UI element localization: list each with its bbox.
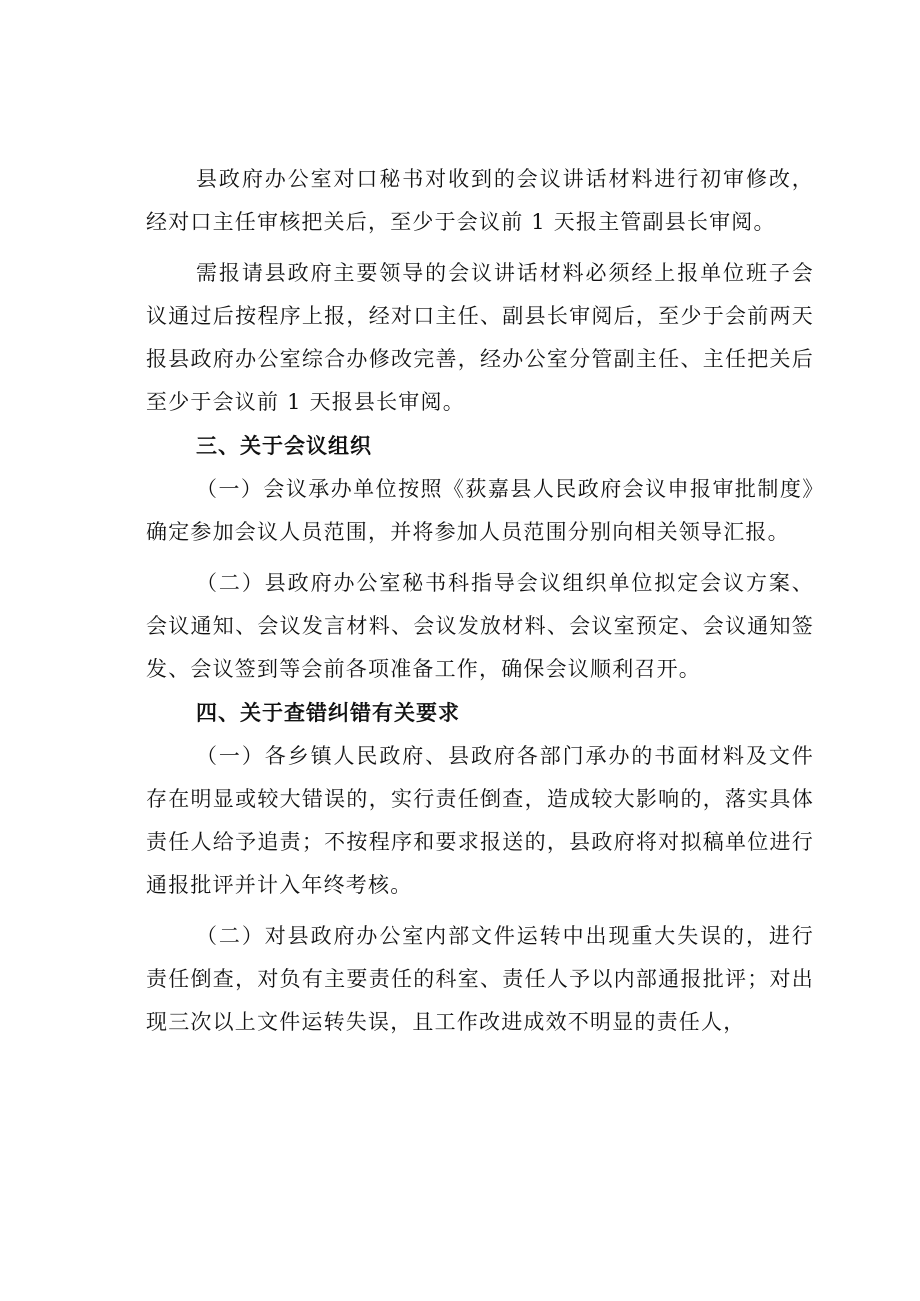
document-page [146,158,814,1044]
paragraph-meeting-preparation: （二）县政府办公室秘书科指导会议组织单位拟定会议方案、会议通知、会议发言材料、会议发放材料、会议室预定、会议通知签发、会议签到等会前各项准备工作，确保会议顺利召开。 [146,571,814,681]
paragraph-meeting-scope: （一）会议承办单位按照《荻嘉县人民政府会议申报审批制度》确定参加会议人员范围，并将参加人员范围分别向相关领导汇报。 [146,477,814,544]
section-heading-meeting-organization: 三、关于会议组织 [196,434,372,458]
paragraph-speech-review: 县政府办公室对口秘书对收到的会议讲话材料进行初审修改，经对口主任审核把关后，至少于会议前 1 天报主管副县长审阅。 [146,167,814,234]
paragraph-accountability: （一）各乡镇人民政府、县政府各部门承办的书面材料及文件存在明显或较大错误的，实行责任倒查，造成较大影响的，落实具体责任人给予追责；不按程序和要求报送的，县政府将对拟稿单位进行通报批评并计入年终考核。 [146,744,814,897]
paragraph-leader-speech-review: 需报请县政府主要领导的会议讲话材料必须经上报单位班子会议通过后按程序上报，经对口主任、副县长审阅后，至少于会前两天报县政府办公室综合办修改完善，经办公室分管副主任、主任把关后至少于会议前 1 天报县长审阅。 [146,261,814,414]
paragraph-internal-errors: （二）对县政府办公室内部文件运转中出现重大失误的，进行责任倒查，对负有主要责任的科室、责任人予以内部通报批评；对出现三次以上文件运转失误，且工作改进成效不明显的责任人， [146,924,814,1034]
section-heading-error-correction: 四、关于查错纠错有关要求 [196,701,460,725]
